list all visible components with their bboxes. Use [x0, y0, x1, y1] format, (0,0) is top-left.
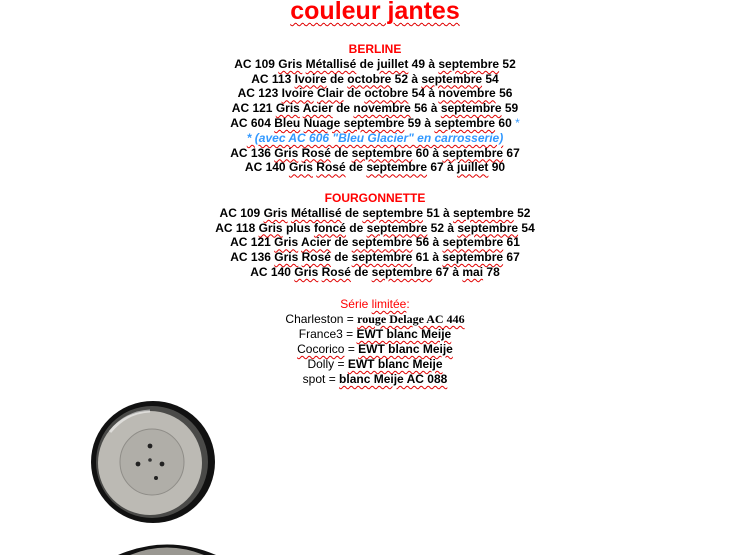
page-title: couleur jantes — [290, 0, 460, 25]
serie-item — [0, 357, 750, 372]
line-part: AC 109 — [219, 205, 264, 220]
serie-item-name: spot — [302, 371, 326, 386]
line-part: foncé — [313, 220, 346, 235]
line-part: septembre — [366, 160, 428, 175]
line-part: 90 — [488, 160, 506, 175]
serie-item-value: blanc Meije AC 088 — [339, 371, 448, 386]
line-part: septembre — [453, 205, 514, 220]
line-part: AC 121 — [230, 235, 275, 250]
valve-hole — [154, 476, 158, 480]
lug-hole — [160, 462, 165, 467]
line-part: 56 à — [410, 101, 441, 116]
serie-item-name: Dolly — [307, 356, 335, 371]
line-part: de — [330, 145, 352, 160]
serie-item-name: Charleston — [285, 311, 344, 326]
line-part: Gris — [274, 250, 299, 265]
line-part: AC 604 — [230, 115, 275, 130]
line-part: Métallisé — [305, 56, 357, 71]
line-part: 59 — [501, 101, 519, 116]
line-part: septembre — [362, 205, 424, 220]
line-part: de — [341, 205, 363, 220]
line-part: 54 — [518, 220, 535, 235]
line-part: 56 à — [412, 235, 443, 250]
line-part: Acier — [301, 235, 332, 250]
fourgonnette-heading: FOURGONNETTE — [324, 191, 426, 205]
line-part: 51 à — [423, 205, 454, 220]
line-part: AC 113 — [251, 71, 295, 86]
line-part: septembre — [366, 220, 428, 235]
line-part: de — [350, 264, 372, 279]
serie-heading-a: Série — [340, 297, 372, 311]
line-part: novembre — [438, 86, 496, 101]
line-part: Gris — [275, 101, 300, 116]
serie-item — [0, 372, 750, 387]
line-part: novembre — [353, 101, 411, 116]
color-line — [0, 265, 750, 280]
fourgonnette-section — [0, 191, 750, 280]
color-line — [0, 57, 750, 72]
color-line — [0, 86, 750, 101]
line-part: Nuage — [303, 115, 341, 130]
center-hole — [148, 458, 152, 462]
line-part: 78 — [483, 264, 500, 279]
berline-section — [0, 42, 750, 175]
line-part: AC 140 — [244, 160, 289, 175]
line-part: Clair — [316, 86, 344, 101]
line-part: 54 à — [408, 86, 439, 101]
color-line — [0, 160, 750, 175]
line-part: de — [330, 250, 352, 265]
line-part: 61 — [503, 235, 520, 250]
line-part: septembre — [351, 235, 413, 250]
line-part: septembre — [442, 250, 504, 265]
line-part: septembre — [434, 115, 496, 130]
line-part: Bleu — [274, 115, 301, 130]
serie-item-name: Cocorico — [297, 341, 345, 356]
line-part: septembre — [343, 115, 405, 130]
color-line — [0, 116, 750, 131]
line-part: AC 136 — [230, 145, 275, 160]
line-part: plus — [282, 220, 314, 235]
color-line — [0, 250, 750, 265]
rim-hub — [120, 429, 184, 495]
line-part: 67 à — [427, 160, 458, 175]
serie-item-name: France3 — [298, 326, 343, 341]
fourgonnette-list — [0, 206, 750, 280]
line-part: de — [332, 101, 354, 116]
wheel-rim-image — [86, 398, 218, 526]
line-part: juillet — [457, 160, 489, 175]
note-line — [0, 131, 750, 146]
line-part: octobre — [364, 86, 409, 101]
lug-hole — [148, 444, 153, 449]
line-part: AC 109 — [234, 56, 279, 71]
line-part: AC 140 — [250, 264, 295, 279]
serie-item-sep: = — [344, 341, 359, 356]
serie-item-value: rouge Delage AC 446 — [357, 311, 465, 326]
line-part: AC 136 — [230, 250, 275, 265]
line-part: Acier — [302, 101, 333, 116]
line-part: Ivoire — [281, 86, 314, 101]
line-part: 60 — [495, 115, 512, 130]
color-line — [0, 72, 750, 87]
line-part: juillet — [377, 56, 409, 71]
line-part: 52 à — [391, 71, 422, 86]
line-part: Gris — [294, 264, 319, 279]
line-part: 54 — [482, 71, 499, 86]
line-part: AC 121 — [231, 101, 276, 116]
serie-item-value: EWT blanc Meije — [356, 326, 452, 341]
line-part: 60 à — [412, 145, 443, 160]
line-part: 67 à — [432, 264, 463, 279]
color-line — [0, 235, 750, 250]
line-part: Rosé — [316, 160, 346, 175]
line-part: Rosé — [301, 145, 331, 160]
serie-heading-b: limitée — [371, 297, 407, 311]
line-part: Gris — [274, 235, 299, 250]
serie-item-sep: = — [342, 326, 357, 341]
line-part: de — [343, 86, 365, 101]
line-part: Gris — [274, 145, 299, 160]
line-part: 59 à — [404, 115, 435, 130]
line-part: Gris — [258, 220, 283, 235]
serie-item-sep: = — [343, 311, 358, 326]
line-part: 61 à — [412, 250, 443, 265]
line-part: 52 — [513, 205, 531, 220]
second-wheel-image — [112, 540, 222, 555]
line-part: 56 — [495, 86, 513, 101]
line-part: 52 à — [427, 220, 458, 235]
serie-item-value: EWT blanc Meije — [347, 356, 443, 371]
berline-list — [0, 57, 750, 175]
serie-item — [0, 327, 750, 342]
serie-item-sep: = — [325, 371, 340, 386]
note-star: * — [511, 115, 520, 130]
color-line — [0, 206, 750, 221]
line-part: AC 118 — [215, 220, 259, 235]
line-part: Métallisé — [290, 205, 342, 220]
line-part: 49 à — [408, 56, 439, 71]
color-line — [0, 146, 750, 161]
serie-heading — [0, 297, 750, 312]
line-part: Gris — [263, 205, 288, 220]
line-part: septembre — [421, 71, 483, 86]
color-line — [0, 101, 750, 116]
serie-item — [0, 342, 750, 357]
line-part: septembre — [442, 145, 504, 160]
line-part: octobre — [347, 71, 392, 86]
line-part: Rosé — [321, 264, 351, 279]
serie-item-value: EWT blanc Meije — [358, 341, 453, 356]
line-part: AC 123 — [237, 86, 282, 101]
serie-item — [0, 312, 750, 327]
serie-item-sep: = — [334, 356, 348, 371]
line-part: de — [345, 220, 367, 235]
line-part: septembre — [351, 145, 413, 160]
line-part: de — [345, 160, 367, 175]
line-part: septembre — [440, 101, 502, 116]
line-part: 67 — [503, 250, 520, 265]
lug-hole — [136, 462, 141, 467]
line-part: de — [331, 235, 352, 250]
line-part: Rosé — [301, 250, 331, 265]
berline-heading: BERLINE — [348, 42, 402, 56]
line-part: mai — [462, 264, 484, 279]
line-part: septembre — [351, 250, 413, 265]
serie-heading-c: : — [406, 297, 410, 311]
line-part: septembre — [371, 264, 433, 279]
serie-section — [0, 297, 750, 387]
note-text: * (avec AC 606 "Bleu Glacier" en carrosserie) — [246, 130, 504, 145]
line-part: de — [356, 56, 377, 71]
line-part: septembre — [438, 56, 500, 71]
line-part: septembre — [457, 220, 519, 235]
line-part: 67 — [503, 145, 520, 160]
line-part: de — [326, 71, 348, 86]
line-part: Gris — [278, 56, 303, 71]
line-part: Ivoire — [294, 71, 327, 86]
serie-list — [0, 312, 750, 387]
color-line — [0, 221, 750, 236]
line-part: Gris — [288, 160, 313, 175]
line-part: septembre — [442, 235, 504, 250]
line-part: 52 — [499, 56, 516, 71]
